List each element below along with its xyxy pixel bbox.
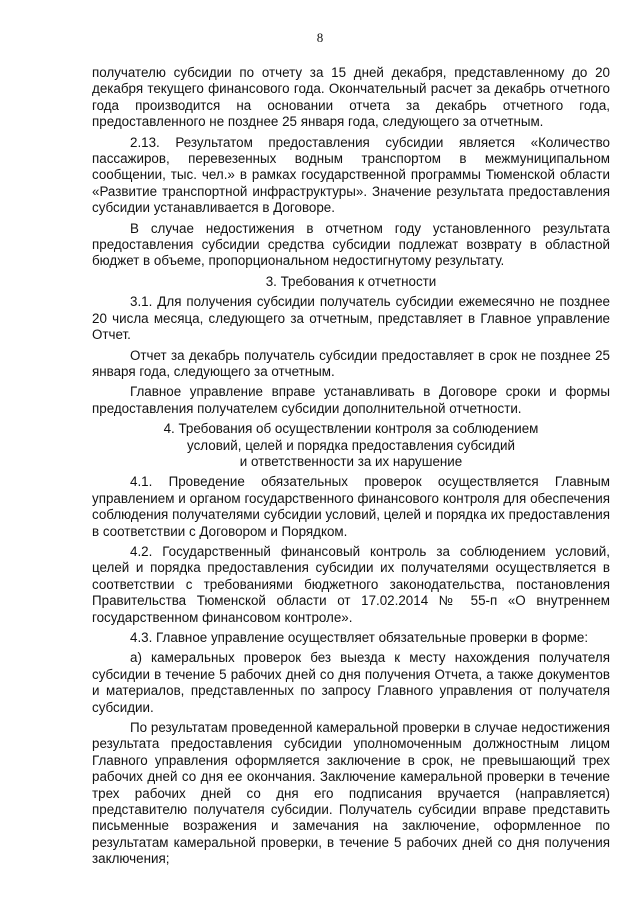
paragraph-4-3: 4.3. Главное управление осуществляет обязательные проверки в форме: — [130, 630, 589, 645]
heading-line: и ответственности за их нарушение — [239, 453, 463, 469]
paragraph-4-2: 4.2. Государственный финансовый контроль за соблюдением условий, целей и порядка предоставления субсидии их получателями осуществляется в соответствии с требованиями бюджетного законодательства, постановления Правительства Тюменской области от 17.02.2014 № 55-п «О внутреннем государственном финансовом контроле». — [92, 543, 610, 625]
paragraph: Отчет за декабрь получатель субсидии предоставляет в срок не позднее 25 января года, следующего за отчетным. — [92, 347, 610, 379]
paragraph-2-13: 2.13. Результатом предоставления субсидии является «Количество пассажиров, перевезенных водным транспортом в межмуниципальном сообщении, тыс. чел.» в рамках государственной программы Тюменской области «Развитие транспортной инфраструктуры». Значение результата предоставления субсидии устанавливается в Договоре. — [92, 134, 610, 216]
section-4-heading — [92, 421, 610, 470]
paragraph: Главное управление вправе устанавливать в Договоре сроки и формы предоставления получателем субсидии дополнительной отчетности. — [92, 384, 610, 416]
paragraph-item-a: а) камеральных проверок без выезда к месту нахождения получателя субсидии в течение 5 рабочих дней со дня получения Отчета, а также документов и материалов, представленных по запросу Главного управления от получателя субсидии. — [92, 650, 610, 715]
paragraph: По результатам проведенной камеральной проверки в случае недостижения результата предоставления субсидии уполномоченным должностным лицом Главного управления оформляется заключение в срок, не превышающий трех рабочих дней со дня ее окончания. Заключение камеральной проверки в течение трех рабочих дней со дня его подписания вручается (направляется) представителю получателя субсидии. Получатель субсидии вправе представить письменные возражения и замечания на заключение, оформленное по результатам камеральной проверки, в течение 5 рабочих дней со дня получения заключения; — [92, 720, 610, 867]
paragraph: В случае недостижения в отчетном году установленного результата предоставления субсидии средства субсидии подлежат возврату в областной бюджет в объеме, пропорциональном недостигнутому результату. — [92, 220, 610, 269]
paragraph-3-1: 3.1. Для получения субсидии получатель субсидии ежемесячно не позднее 20 числа месяца, следующего за отчетным, представляет в Главное управление Отчет. — [92, 294, 610, 343]
heading-line: условий, целей и порядка предоставления субсидий — [187, 437, 515, 453]
heading-line: 4. Требования об осуществлении контроля за соблюдением — [163, 421, 539, 437]
paragraph-4-1: 4.1. Проведение обязательных проверок осуществляется Главным управлением и органом государственного финансового контроля для обеспечения соблюдения получателями субсидии условий, целей и порядка их предоставления в соответствии с Договором и Порядком. — [92, 474, 610, 539]
paragraph: получателю субсидии по отчету за 15 дней декабря, представленному до 20 декабря текущего финансового года. Окончательный расчет за декабрь отчетного года производится на основании отчета за декабрь отчетного года, предоставленного не позднее 25 января года, следующего за отчетным. — [92, 65, 610, 130]
section-3-heading: 3. Требования к отчетности — [265, 273, 437, 289]
document-body — [92, 65, 610, 868]
page-number: 8 — [316, 30, 324, 45]
